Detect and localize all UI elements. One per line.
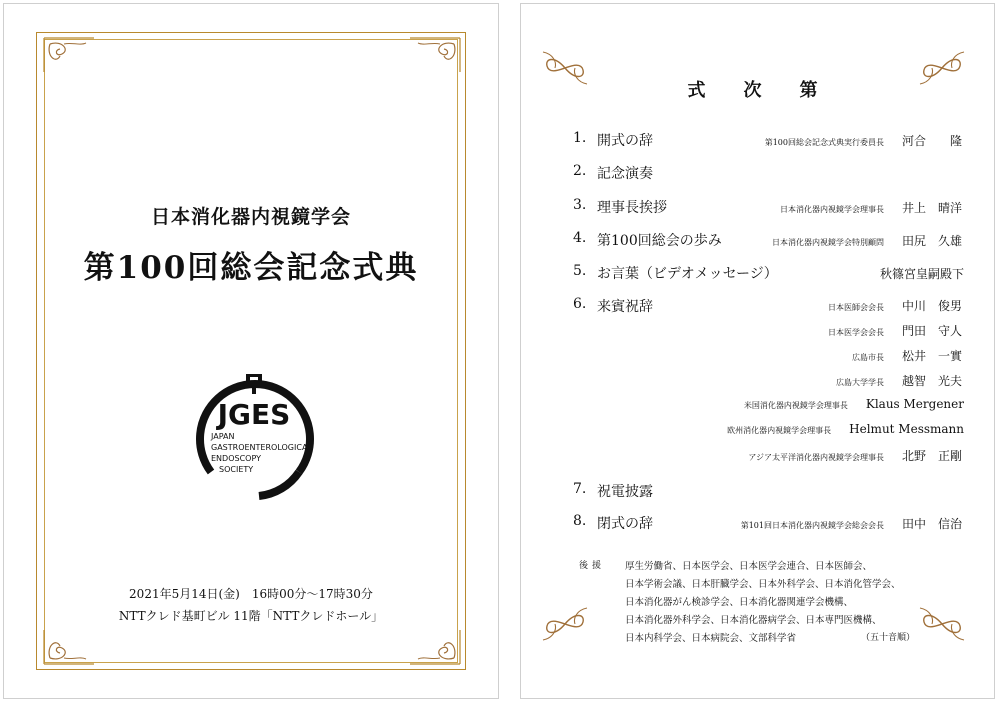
speaker-name: 門田 守人 [902, 324, 963, 338]
ornament-corner-icon [539, 604, 591, 644]
speaker-title: 日本医師会会長 [828, 303, 884, 312]
ornament-corner-icon [916, 604, 968, 644]
program-item-number: 4. [573, 230, 587, 246]
program-item-label: 祝電披露 [597, 484, 653, 500]
speaker-title: 日本消化器内視鏡学会理事長 [780, 205, 884, 214]
program-item-number: 3. [573, 197, 587, 213]
logo-line: ENDOSCOPY [211, 454, 261, 463]
cover-frame-inner [44, 39, 458, 663]
speaker-title: 広島市長 [852, 353, 884, 362]
speaker-title: アジア太平洋消化器内視鏡学会理事長 [748, 453, 884, 462]
speaker-name: 越智 光夫 [902, 374, 963, 388]
speaker-row [765, 132, 964, 149]
speaker-title: 日本医学会会長 [828, 328, 884, 337]
speaker-title: 日本消化器内視鏡学会特別顧問 [772, 238, 884, 247]
program-item-label: お言葉（ビデオメッセージ） [597, 266, 778, 282]
program-item-label: 記念演奏 [597, 166, 653, 182]
program-heading: 式 次 第 [687, 80, 828, 101]
program-item-label: 理事長挨拶 [597, 200, 667, 216]
logo-acronym: JGES [217, 398, 291, 431]
ceremony-title: 第100回総会記念式典 [83, 250, 419, 286]
speaker-row [852, 347, 964, 364]
logo-line: JAPAN [211, 432, 235, 441]
support-line: 日本消化器がん検診学会、日本消化器関連学会機構、 [625, 597, 854, 608]
speaker-name: 北野 正剛 [902, 449, 963, 463]
speaker-name: 田中 信治 [902, 517, 963, 531]
support-label: 後援 [579, 561, 606, 571]
speaker-row [727, 422, 964, 436]
logo-line: SOCIETY [219, 465, 254, 474]
speaker-title: 第100回総会記念式典実行委員長 [764, 138, 884, 147]
speaker-name: 田尻 久雄 [902, 234, 963, 248]
speaker-row [772, 232, 964, 249]
program-item-number: 2. [573, 163, 587, 179]
speaker-name: 井上 晴洋 [902, 201, 963, 215]
speaker-name: Helmut Messmann [849, 422, 964, 436]
speaker-row [836, 372, 964, 389]
support-line: 厚生労働省、日本医学会、日本医学会連合、日本医師会、 [625, 561, 873, 572]
ornament-corner-icon [406, 34, 464, 76]
program-item-label: 第100回総会の歩み [597, 233, 722, 249]
speaker-row [828, 322, 964, 339]
ornament-corner-icon [40, 626, 98, 668]
speaker-row [741, 515, 964, 532]
support-line: 日本消化器外科学会、日本消化器病学会、日本専門医機構、 [625, 615, 882, 626]
speaker-row [744, 397, 964, 411]
speaker-name: 松井 一實 [902, 349, 963, 363]
program-page [520, 3, 995, 699]
speaker-name: Klaus Mergener [865, 397, 964, 411]
speaker-row [748, 447, 964, 464]
event-venue: NTTクレド基町ビル 11階「NTTクレドホール」 [118, 609, 384, 623]
speaker-row [828, 297, 964, 314]
speaker-title: 第101回日本消化器内視鏡学会総会会長 [740, 521, 884, 530]
program-item-number: 7. [573, 481, 587, 497]
support-note: （五十音順） [861, 633, 916, 643]
speaker-row [880, 265, 964, 282]
jges-logo [189, 372, 319, 504]
speaker-row [780, 199, 964, 216]
speaker-title: 米国消化器内視鏡学会理事長 [743, 401, 848, 410]
ornament-corner-icon [40, 34, 98, 76]
speaker-title: 欧州消化器内視鏡学会理事長 [727, 426, 832, 435]
logo-line: GASTROENTEROLOGICAL [211, 443, 312, 452]
speaker-name: 河合 隆 [902, 134, 963, 148]
program-item-number: 1. [573, 130, 587, 146]
support-line: 日本内科学会、日本病院会、文部科学省 [625, 633, 797, 644]
ornament-corner-icon [406, 626, 464, 668]
speaker-name: 秋篠宮皇嗣殿下 [879, 267, 964, 281]
support-line: 日本学術会議、日本肝臓学会、日本外科学会、日本消化管学会、 [625, 579, 901, 590]
speaker-title: 広島大学学長 [836, 378, 884, 387]
org-name: 日本消化器内視鏡学会 [150, 206, 351, 228]
program-item-label: 開式の辞 [597, 133, 653, 149]
program-item-number: 8. [573, 513, 587, 529]
program-item-number: 5. [573, 263, 587, 279]
cover-page [3, 3, 499, 699]
program-item-label: 来賓祝辞 [597, 299, 653, 315]
program-item-number: 6. [573, 296, 587, 312]
speaker-name: 中川 俊男 [902, 299, 963, 313]
event-date: 2021年5月14日(金) 16時00分～17時30分 [129, 587, 373, 601]
program-item-label: 閉式の辞 [597, 516, 653, 532]
